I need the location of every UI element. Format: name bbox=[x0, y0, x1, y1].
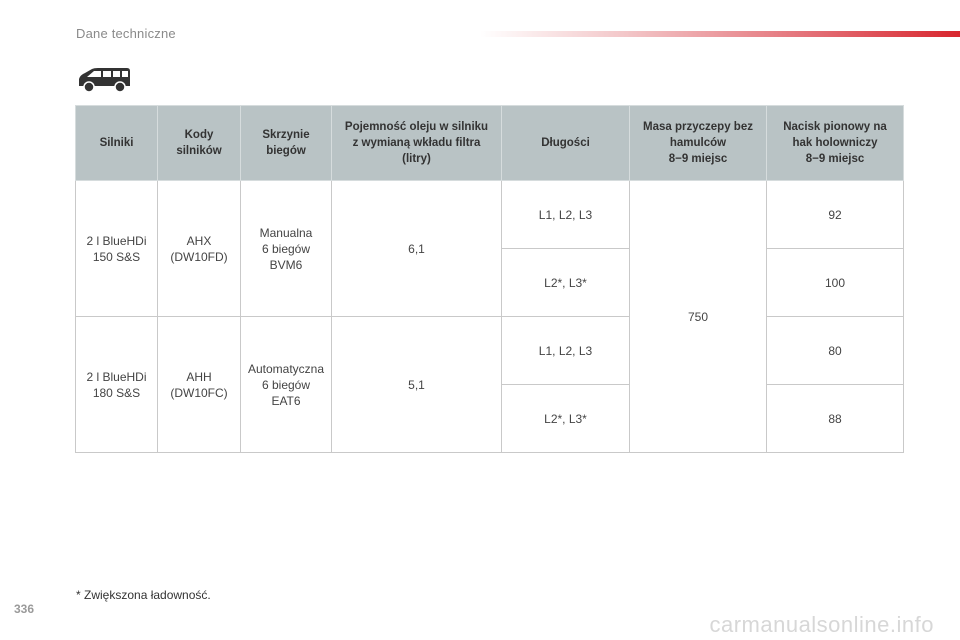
engine-cell: 2 l BlueHDi 180 S&S bbox=[76, 317, 158, 453]
nose-weight-cell: 88 bbox=[767, 385, 904, 453]
length-cell: L1, L2, L3 bbox=[502, 317, 630, 385]
length-cell: L2*, L3* bbox=[502, 385, 630, 453]
oil-capacity-cell: 6,1 bbox=[332, 181, 502, 317]
section-title: Dane techniczne bbox=[76, 26, 176, 41]
page-number: 336 bbox=[14, 602, 35, 616]
header-gearboxes: Skrzynie biegów bbox=[241, 106, 332, 181]
table-row bbox=[76, 181, 904, 249]
van-icon bbox=[75, 66, 133, 94]
header-engine-codes: Kody silników bbox=[158, 106, 241, 181]
footnote: * Zwiększona ładowność. bbox=[76, 588, 211, 602]
header-engines: Silniki bbox=[76, 106, 158, 181]
nose-weight-cell: 92 bbox=[767, 181, 904, 249]
oil-capacity-cell: 5,1 bbox=[332, 317, 502, 453]
engine-cell: 2 l BlueHDi 150 S&S bbox=[76, 181, 158, 317]
table-row bbox=[76, 317, 904, 385]
length-cell: L2*, L3* bbox=[502, 249, 630, 317]
length-cell: L1, L2, L3 bbox=[502, 181, 630, 249]
header-oil-capacity: Pojemność oleju w silniku z wymianą wkładu filtra (litry) bbox=[332, 106, 502, 181]
header-trailer-mass: Masa przyczepy bez hamulców 8−9 miejsc bbox=[630, 106, 767, 181]
technical-data-table bbox=[75, 105, 904, 453]
gearbox-cell: Automatyczna 6 biegów EAT6 bbox=[241, 317, 332, 453]
header-accent-bar bbox=[480, 31, 960, 37]
engine-code-cell: AHX (DW10FD) bbox=[158, 181, 241, 317]
table-header-row bbox=[76, 106, 904, 181]
nose-weight-cell: 80 bbox=[767, 317, 904, 385]
trailer-mass-cell: 750 bbox=[630, 181, 767, 453]
header-nose-weight: Nacisk pionowy na hak holowniczy 8−9 miejsc bbox=[767, 106, 904, 181]
nose-weight-cell: 100 bbox=[767, 249, 904, 317]
gearbox-cell: Manualna 6 biegów BVM6 bbox=[241, 181, 332, 317]
watermark: carmanualsonline.info bbox=[709, 612, 934, 637]
header-lengths: Długości bbox=[502, 106, 630, 181]
engine-code-cell: AHH (DW10FC) bbox=[158, 317, 241, 453]
